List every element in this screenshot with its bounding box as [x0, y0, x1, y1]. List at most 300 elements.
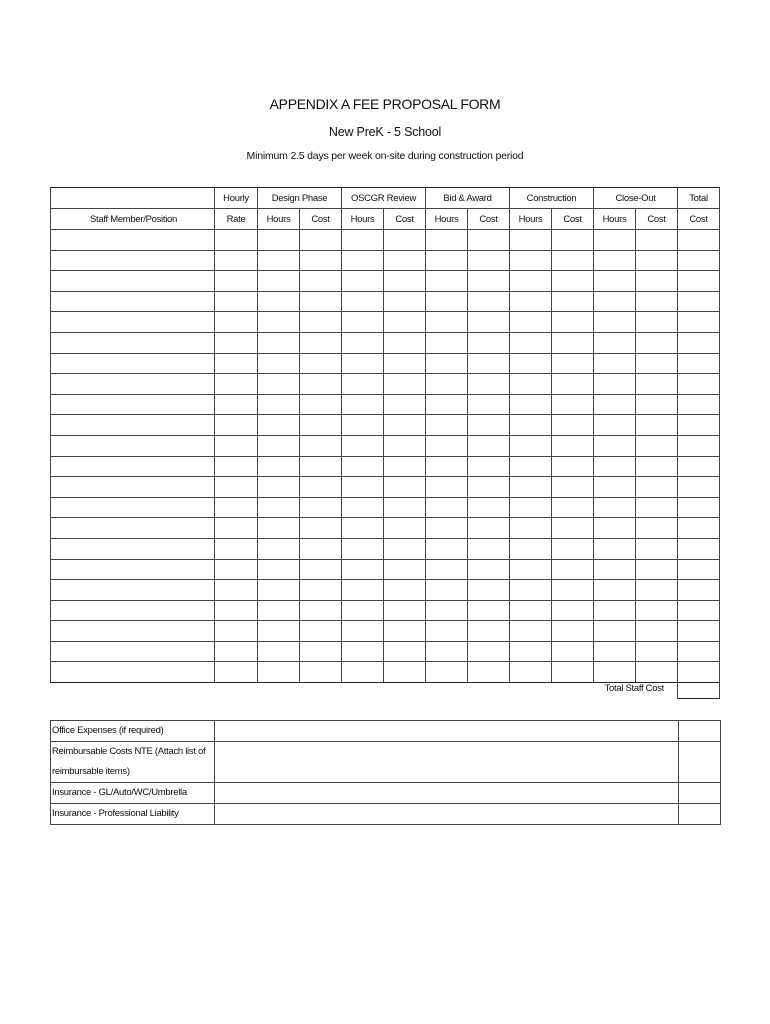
- entry-input-cell[interactable]: [552, 291, 594, 312]
- staff-member-input-cell[interactable]: [51, 230, 215, 251]
- entry-input-cell[interactable]: [636, 332, 678, 353]
- entry-input-cell[interactable]: [594, 477, 636, 498]
- entry-input-cell[interactable]: [594, 291, 636, 312]
- entry-input-cell[interactable]: [552, 435, 594, 456]
- entry-input-cell[interactable]: [215, 374, 258, 395]
- entry-input-cell[interactable]: [510, 394, 552, 415]
- entry-input-cell[interactable]: [258, 518, 300, 539]
- entry-input-cell[interactable]: [384, 497, 426, 518]
- entry-input-cell[interactable]: [678, 312, 720, 333]
- entry-input-cell[interactable]: [678, 600, 720, 621]
- entry-input-cell[interactable]: [468, 435, 510, 456]
- entry-input-cell[interactable]: [636, 641, 678, 662]
- insurance-gl-amount-field[interactable]: [679, 783, 721, 804]
- staff-cost-table: [50, 187, 720, 683]
- entry-input-cell[interactable]: [300, 559, 342, 580]
- entry-input-cell[interactable]: [636, 353, 678, 374]
- entry-input-cell[interactable]: [552, 456, 594, 477]
- entry-input-cell[interactable]: [594, 641, 636, 662]
- entry-input-cell[interactable]: [552, 312, 594, 333]
- entry-input-cell[interactable]: [468, 477, 510, 498]
- entry-input-cell[interactable]: [258, 641, 300, 662]
- staff-member-input-cell[interactable]: [51, 332, 215, 353]
- entry-input-cell[interactable]: [342, 559, 384, 580]
- entry-input-cell[interactable]: [215, 559, 258, 580]
- entry-input-cell[interactable]: [678, 621, 720, 642]
- entry-input-cell[interactable]: [384, 291, 426, 312]
- entry-input-cell[interactable]: [468, 641, 510, 662]
- entry-input-cell[interactable]: [300, 435, 342, 456]
- entry-input-cell[interactable]: [258, 497, 300, 518]
- staff-member-input-cell[interactable]: [51, 291, 215, 312]
- entry-input-cell[interactable]: [426, 332, 468, 353]
- entry-input-cell[interactable]: [426, 497, 468, 518]
- entry-input-cell[interactable]: [426, 291, 468, 312]
- entry-input-cell[interactable]: [384, 621, 426, 642]
- entry-input-cell[interactable]: [594, 497, 636, 518]
- entry-input-cell[interactable]: [678, 250, 720, 271]
- entry-input-cell[interactable]: [426, 230, 468, 251]
- entry-input-cell[interactable]: [342, 435, 384, 456]
- entry-input-cell[interactable]: [342, 621, 384, 642]
- entry-input-cell[interactable]: [384, 538, 426, 559]
- entry-input-cell[interactable]: [636, 621, 678, 642]
- staff-member-input-cell[interactable]: [51, 518, 215, 539]
- staff-member-input-cell[interactable]: [51, 250, 215, 271]
- entry-input-cell[interactable]: [215, 250, 258, 271]
- entry-input-cell[interactable]: [384, 415, 426, 436]
- entry-input-cell[interactable]: [384, 477, 426, 498]
- entry-input-cell[interactable]: [636, 394, 678, 415]
- entry-input-cell[interactable]: [215, 580, 258, 601]
- entry-input-cell[interactable]: [300, 538, 342, 559]
- entry-input-cell[interactable]: [468, 456, 510, 477]
- entry-input-cell[interactable]: [468, 580, 510, 601]
- entry-input-cell[interactable]: [468, 394, 510, 415]
- entry-input-cell[interactable]: [636, 250, 678, 271]
- entry-input-cell[interactable]: [678, 415, 720, 436]
- entry-input-cell[interactable]: [678, 374, 720, 395]
- entry-input-cell[interactable]: [552, 353, 594, 374]
- entry-input-cell[interactable]: [342, 312, 384, 333]
- entry-input-cell[interactable]: [384, 332, 426, 353]
- entry-input-cell[interactable]: [594, 230, 636, 251]
- entry-input-cell[interactable]: [552, 374, 594, 395]
- entry-input-cell[interactable]: [636, 435, 678, 456]
- entry-input-cell[interactable]: [384, 456, 426, 477]
- entry-input-cell[interactable]: [510, 538, 552, 559]
- entry-input-cell[interactable]: [636, 600, 678, 621]
- table-row: [51, 374, 720, 395]
- entry-input-cell[interactable]: [300, 230, 342, 251]
- entry-input-cell[interactable]: [342, 230, 384, 251]
- staff-member-input-cell[interactable]: [51, 580, 215, 601]
- entry-input-cell[interactable]: [342, 641, 384, 662]
- entry-input-cell[interactable]: [426, 394, 468, 415]
- entry-input-cell[interactable]: [510, 621, 552, 642]
- staff-member-input-cell[interactable]: [51, 621, 215, 642]
- table-row: [51, 291, 720, 312]
- header-design-cost: Cost: [300, 209, 342, 230]
- entry-input-cell[interactable]: [552, 580, 594, 601]
- entry-input-cell[interactable]: [342, 600, 384, 621]
- entry-input-cell[interactable]: [510, 600, 552, 621]
- entry-input-cell[interactable]: [215, 538, 258, 559]
- entry-input-cell[interactable]: [636, 497, 678, 518]
- table-row: [51, 332, 720, 353]
- entry-input-cell[interactable]: [426, 477, 468, 498]
- entry-input-cell[interactable]: [552, 641, 594, 662]
- entry-input-cell[interactable]: [384, 394, 426, 415]
- table-row: [51, 621, 720, 642]
- entry-input-cell[interactable]: [678, 456, 720, 477]
- entry-input-cell[interactable]: [678, 271, 720, 292]
- entry-input-cell[interactable]: [510, 230, 552, 251]
- office-expenses-amount-field[interactable]: [679, 721, 721, 742]
- entry-input-cell[interactable]: [426, 271, 468, 292]
- entry-input-cell[interactable]: [468, 271, 510, 292]
- entry-input-cell[interactable]: [552, 271, 594, 292]
- entry-input-cell[interactable]: [258, 435, 300, 456]
- entry-input-cell[interactable]: [426, 621, 468, 642]
- entry-input-cell[interactable]: [384, 518, 426, 539]
- staff-member-input-cell[interactable]: [51, 538, 215, 559]
- entry-input-cell[interactable]: [215, 271, 258, 292]
- entry-input-cell[interactable]: [215, 621, 258, 642]
- entry-input-cell[interactable]: [678, 394, 720, 415]
- entry-input-cell[interactable]: [215, 312, 258, 333]
- table-row: [51, 394, 720, 415]
- entry-input-cell[interactable]: [678, 477, 720, 498]
- entry-input-cell[interactable]: [636, 538, 678, 559]
- entry-input-cell[interactable]: [594, 394, 636, 415]
- staff-member-input-cell[interactable]: [51, 312, 215, 333]
- entry-input-cell[interactable]: [384, 353, 426, 374]
- entry-input-cell[interactable]: [678, 580, 720, 601]
- entry-input-cell[interactable]: [510, 435, 552, 456]
- entry-input-cell[interactable]: [552, 415, 594, 436]
- entry-input-cell[interactable]: [426, 415, 468, 436]
- entry-input-cell[interactable]: [678, 641, 720, 662]
- entry-input-cell[interactable]: [552, 518, 594, 539]
- office-expenses-description-field[interactable]: [215, 721, 679, 742]
- entry-input-cell[interactable]: [468, 621, 510, 642]
- entry-input-cell[interactable]: [678, 435, 720, 456]
- entry-input-cell[interactable]: [552, 621, 594, 642]
- entry-input-cell[interactable]: [384, 312, 426, 333]
- entry-input-cell[interactable]: [594, 621, 636, 642]
- entry-input-cell[interactable]: [215, 291, 258, 312]
- entry-input-cell[interactable]: [510, 641, 552, 662]
- entry-input-cell[interactable]: [384, 580, 426, 601]
- entry-input-cell[interactable]: [678, 353, 720, 374]
- staff-member-input-cell[interactable]: [51, 374, 215, 395]
- entry-input-cell[interactable]: [552, 559, 594, 580]
- entry-input-cell[interactable]: [258, 456, 300, 477]
- entry-input-cell[interactable]: [384, 271, 426, 292]
- entry-input-cell[interactable]: [426, 518, 468, 539]
- entry-input-cell[interactable]: [384, 230, 426, 251]
- entry-input-cell[interactable]: [594, 518, 636, 539]
- entry-input-cell[interactable]: [384, 374, 426, 395]
- entry-input-cell[interactable]: [342, 497, 384, 518]
- entry-input-cell[interactable]: [258, 250, 300, 271]
- staff-member-input-cell[interactable]: [51, 497, 215, 518]
- entry-input-cell[interactable]: [215, 518, 258, 539]
- entry-input-cell[interactable]: [300, 621, 342, 642]
- entry-input-cell[interactable]: [552, 497, 594, 518]
- entry-input-cell[interactable]: [510, 559, 552, 580]
- entry-input-cell[interactable]: [300, 291, 342, 312]
- entry-input-cell[interactable]: [678, 291, 720, 312]
- entry-input-cell[interactable]: [258, 538, 300, 559]
- entry-input-cell[interactable]: [258, 353, 300, 374]
- entry-input-cell[interactable]: [300, 394, 342, 415]
- entry-input-cell[interactable]: [258, 477, 300, 498]
- entry-input-cell[interactable]: [215, 353, 258, 374]
- entry-input-cell[interactable]: [636, 580, 678, 601]
- entry-input-cell[interactable]: [258, 559, 300, 580]
- table-row: [51, 435, 720, 456]
- entry-input-cell[interactable]: [552, 477, 594, 498]
- entry-input-cell[interactable]: [678, 230, 720, 251]
- entry-input-cell[interactable]: [300, 415, 342, 436]
- entry-input-cell[interactable]: [594, 312, 636, 333]
- entry-input-cell[interactable]: [426, 353, 468, 374]
- entry-input-cell[interactable]: [510, 477, 552, 498]
- entry-input-cell[interactable]: [552, 538, 594, 559]
- insurance-pl-amount-field[interactable]: [679, 804, 721, 825]
- entry-input-cell[interactable]: [426, 456, 468, 477]
- entry-input-cell[interactable]: [342, 250, 384, 271]
- entry-input-cell[interactable]: [426, 641, 468, 662]
- staff-member-input-cell[interactable]: [51, 394, 215, 415]
- header-hourly: Hourly: [215, 188, 258, 209]
- entry-input-cell[interactable]: [215, 435, 258, 456]
- staff-member-input-cell[interactable]: [51, 456, 215, 477]
- entry-input-cell[interactable]: [468, 497, 510, 518]
- entry-input-cell[interactable]: [426, 580, 468, 601]
- entry-input-cell[interactable]: [678, 332, 720, 353]
- entry-input-cell[interactable]: [300, 353, 342, 374]
- entry-input-cell[interactable]: [510, 271, 552, 292]
- entry-input-cell[interactable]: [258, 271, 300, 292]
- entry-input-cell[interactable]: [510, 332, 552, 353]
- entry-input-cell[interactable]: [215, 332, 258, 353]
- entry-input-cell[interactable]: [468, 312, 510, 333]
- entry-input-cell[interactable]: [300, 332, 342, 353]
- entry-input-cell[interactable]: [342, 291, 384, 312]
- entry-input-cell[interactable]: [594, 538, 636, 559]
- entry-input-cell[interactable]: [342, 477, 384, 498]
- entry-input-cell[interactable]: [384, 435, 426, 456]
- header-design-hours: Hours: [258, 209, 300, 230]
- entry-input-cell[interactable]: [594, 415, 636, 436]
- entry-input-cell[interactable]: [342, 374, 384, 395]
- entry-input-cell[interactable]: [384, 641, 426, 662]
- entry-input-cell[interactable]: [636, 230, 678, 251]
- entry-input-cell[interactable]: [468, 600, 510, 621]
- entry-input-cell[interactable]: [594, 271, 636, 292]
- entry-input-cell[interactable]: [468, 250, 510, 271]
- entry-input-cell[interactable]: [636, 415, 678, 436]
- entry-input-cell[interactable]: [215, 230, 258, 251]
- entry-input-cell[interactable]: [300, 271, 342, 292]
- entry-input-cell[interactable]: [468, 374, 510, 395]
- entry-input-cell[interactable]: [552, 394, 594, 415]
- entry-input-cell[interactable]: [258, 600, 300, 621]
- entry-input-cell[interactable]: [300, 600, 342, 621]
- entry-input-cell[interactable]: [636, 291, 678, 312]
- entry-input-cell[interactable]: [215, 415, 258, 436]
- entry-input-cell[interactable]: [636, 456, 678, 477]
- entry-input-cell[interactable]: [342, 271, 384, 292]
- entry-input-cell[interactable]: [342, 518, 384, 539]
- entry-input-cell[interactable]: [594, 332, 636, 353]
- entry-input-cell[interactable]: [636, 312, 678, 333]
- entry-input-cell[interactable]: [594, 250, 636, 271]
- entry-input-cell[interactable]: [636, 374, 678, 395]
- insurance-gl-description-field[interactable]: [215, 783, 679, 804]
- staff-member-input-cell[interactable]: [51, 641, 215, 662]
- entry-input-cell[interactable]: [468, 559, 510, 580]
- entry-input-cell[interactable]: [552, 332, 594, 353]
- entry-input-cell[interactable]: [342, 538, 384, 559]
- entry-input-cell[interactable]: [468, 415, 510, 436]
- entry-input-cell[interactable]: [468, 353, 510, 374]
- entry-input-cell[interactable]: [215, 600, 258, 621]
- table-row: [51, 353, 720, 374]
- entry-input-cell[interactable]: [510, 415, 552, 436]
- entry-input-cell[interactable]: [426, 538, 468, 559]
- entry-input-cell[interactable]: [300, 250, 342, 271]
- entry-input-cell[interactable]: [258, 332, 300, 353]
- entry-input-cell[interactable]: [384, 600, 426, 621]
- entry-input-cell[interactable]: [594, 580, 636, 601]
- entry-input-cell[interactable]: [510, 312, 552, 333]
- entry-input-cell[interactable]: [510, 456, 552, 477]
- entry-input-cell[interactable]: [300, 497, 342, 518]
- entry-input-cell[interactable]: [300, 580, 342, 601]
- entry-input-cell[interactable]: [552, 230, 594, 251]
- entry-input-cell[interactable]: [594, 353, 636, 374]
- staff-member-input-cell[interactable]: [51, 600, 215, 621]
- entry-input-cell[interactable]: [510, 250, 552, 271]
- entry-input-cell[interactable]: [258, 312, 300, 333]
- entry-input-cell[interactable]: [678, 518, 720, 539]
- entry-input-cell[interactable]: [300, 477, 342, 498]
- entry-input-cell[interactable]: [342, 415, 384, 436]
- entry-input-cell[interactable]: [342, 332, 384, 353]
- entry-input-cell[interactable]: [510, 518, 552, 539]
- entry-input-cell[interactable]: [636, 271, 678, 292]
- total-staff-cost-row: [50, 680, 720, 700]
- entry-input-cell[interactable]: [510, 580, 552, 601]
- entry-input-cell[interactable]: [594, 600, 636, 621]
- entry-input-cell[interactable]: [636, 559, 678, 580]
- entry-input-cell[interactable]: [215, 477, 258, 498]
- total-staff-cost-field[interactable]: [677, 680, 720, 699]
- entry-input-cell[interactable]: [258, 415, 300, 436]
- entry-input-cell[interactable]: [258, 394, 300, 415]
- entry-input-cell[interactable]: [594, 456, 636, 477]
- entry-input-cell[interactable]: [636, 518, 678, 539]
- table-row: [51, 230, 720, 251]
- entry-input-cell[interactable]: [552, 600, 594, 621]
- entry-input-cell[interactable]: [384, 559, 426, 580]
- entry-input-cell[interactable]: [300, 456, 342, 477]
- entry-input-cell[interactable]: [594, 435, 636, 456]
- staff-member-input-cell[interactable]: [51, 415, 215, 436]
- entry-input-cell[interactable]: [678, 538, 720, 559]
- entry-input-cell[interactable]: [300, 641, 342, 662]
- entry-input-cell[interactable]: [258, 230, 300, 251]
- header-close-out: Close-Out: [594, 188, 678, 209]
- reimbursable-costs-amount-field[interactable]: [679, 742, 721, 783]
- entry-input-cell[interactable]: [510, 497, 552, 518]
- entry-input-cell[interactable]: [300, 374, 342, 395]
- entry-input-cell[interactable]: [468, 291, 510, 312]
- entry-input-cell[interactable]: [678, 559, 720, 580]
- reimbursable-costs-description-field[interactable]: [215, 742, 679, 783]
- insurance-pl-description-field[interactable]: [215, 804, 679, 825]
- staff-member-input-cell[interactable]: [51, 559, 215, 580]
- entry-input-cell[interactable]: [215, 394, 258, 415]
- entry-input-cell[interactable]: [300, 312, 342, 333]
- entry-input-cell[interactable]: [636, 477, 678, 498]
- header-bid-award: Bid & Award: [426, 188, 510, 209]
- entry-input-cell[interactable]: [258, 374, 300, 395]
- entry-input-cell[interactable]: [342, 394, 384, 415]
- entry-input-cell[interactable]: [678, 497, 720, 518]
- entry-input-cell[interactable]: [300, 518, 342, 539]
- staff-member-input-cell[interactable]: [51, 435, 215, 456]
- entry-input-cell[interactable]: [215, 641, 258, 662]
- entry-input-cell[interactable]: [258, 621, 300, 642]
- staff-member-input-cell[interactable]: [51, 271, 215, 292]
- entry-input-cell[interactable]: [468, 538, 510, 559]
- entry-input-cell[interactable]: [342, 580, 384, 601]
- entry-input-cell[interactable]: [468, 332, 510, 353]
- entry-input-cell[interactable]: [342, 456, 384, 477]
- entry-input-cell[interactable]: [468, 230, 510, 251]
- staff-member-input-cell[interactable]: [51, 353, 215, 374]
- entry-input-cell[interactable]: [552, 250, 594, 271]
- entry-input-cell[interactable]: [510, 291, 552, 312]
- entry-input-cell[interactable]: [594, 374, 636, 395]
- entry-input-cell[interactable]: [342, 353, 384, 374]
- entry-input-cell[interactable]: [215, 497, 258, 518]
- entry-input-cell[interactable]: [215, 456, 258, 477]
- entry-input-cell[interactable]: [426, 600, 468, 621]
- entry-input-cell[interactable]: [510, 353, 552, 374]
- entry-input-cell[interactable]: [426, 559, 468, 580]
- entry-input-cell[interactable]: [426, 435, 468, 456]
- entry-input-cell[interactable]: [426, 374, 468, 395]
- entry-input-cell[interactable]: [258, 580, 300, 601]
- entry-input-cell[interactable]: [468, 518, 510, 539]
- entry-input-cell[interactable]: [258, 291, 300, 312]
- table-row: [51, 456, 720, 477]
- entry-input-cell[interactable]: [384, 250, 426, 271]
- entry-input-cell[interactable]: [426, 250, 468, 271]
- entry-input-cell[interactable]: [594, 559, 636, 580]
- header-bid-hours: Hours: [426, 209, 468, 230]
- entry-input-cell[interactable]: [426, 312, 468, 333]
- staff-member-input-cell[interactable]: [51, 477, 215, 498]
- table-row: [51, 477, 720, 498]
- entry-input-cell[interactable]: [510, 374, 552, 395]
